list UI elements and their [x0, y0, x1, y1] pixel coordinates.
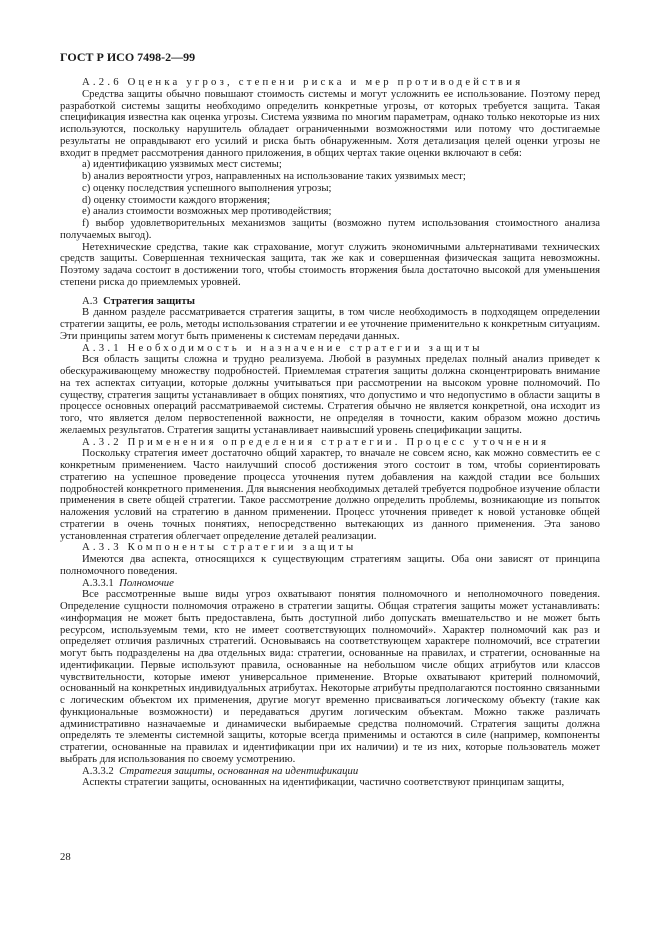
paragraph: Вся область защиты сложна и трудно реализуема. Любой в разумных пределах полный анализ приведет к обескураживающему множеству подробностей. Приемлемая стратегия защиты должна сконцентрировать внимание на тех аспектах ситуации, которые должны учитываться при рассмотрении на высоком уровне полномочий. По существу, стратегия защиты устанавливает в общих понятиях, что допустимо и что недопустимо в области защиты в процессе основных операций рассматриваемой системы. Стратегия обычно не является конкретной, она исходит из того, что является делом первостепенной важности, не определяя в точности, каким образом можно достичь желаемых результатов. Стратегия защиты устанавливает наивысший уровень спецификации защиты.: [60, 353, 600, 436]
section-title: Компоненты стратегии защиты: [127, 541, 357, 554]
section-title: Стратегия защиты, основанная на идентификации: [119, 764, 359, 777]
section-title: Применения определения стратегии. Процесс уточнения: [127, 435, 550, 448]
page-number: 28: [60, 851, 71, 863]
paragraph: Поскольку стратегия имеет достаточно общий характер, то вначале не совсем ясно, как можно совместить ее с конкретным применением. Часто наилучший способ достижения этого состоит в том, чтобы сориентировать стратегию на успешное проведение процесса уточнения путем добавления на каждой стадии все больших подробностей конкретного применения. Для выяснения необходимых деталей требуется подробное изучение области применения в свете общей стратегии. Такое рассмотрение должно определить проблемы, возникающие из попыток наложения условий на стратегию в данном применении. Процесс уточнения приведет к новой установке общей стратегии в очень точных понятиях, непосредственно вытекающих из данного применения. Эта заново установленная стратегия облегчает определение деталей реализации.: [60, 447, 600, 542]
document-body: [60, 77, 600, 789]
list-item: c) оценку последствия успешного выполнения угрозы;: [82, 181, 332, 194]
paragraph: Средства защиты обычно повышают стоимость системы и могут усложнить ее использование. Поэтому перед разработкой системы защиты необходимо определить конкретные угрозы, от которых требуется защита. Такая спецификация известна как оценка угрозы. Система уязвима по многим параметрам, однако только некоторые из них используются, поскольку нарушитель обладает ограниченными возможностями или потому что достигаемые результаты не оправдывают его усилий и риска быть обнаруженным. Хотя детализация целей оценки угрозы не входит в предмет рассмотрения данного приложения, в общих чертах такие оценки включают в себя:: [60, 87, 600, 159]
section-title: Оценка угроз, степени риска и мер противодействия: [127, 76, 524, 88]
section-number: А.3.1: [82, 341, 122, 354]
list-item: e) анализ стоимости возможных мер противодействия;: [82, 205, 332, 218]
list-item: b) анализ вероятности угроз, направленных на использование таких уязвимых мест;: [82, 170, 466, 182]
paragraph: Нетехнические средства, такие как страхование, могут служить экономичными альтернативами технических средств защиты. Совершенная техническая защита, так же как и совершенная физическая защита невозможны. Поэтому задача состоит в достижении того, чтобы стоимость вторжения была достаточно высокой для уменьшения степени риска до приемлемых уровней.: [60, 240, 600, 288]
section-number: А.3: [82, 294, 98, 307]
section-number: А.3.3.1: [82, 576, 114, 589]
paragraph: В данном разделе рассматривается стратегия защиты, в том числе необходимость в подходящем определении стратегии защиты, ее роль, методы использования стратегии и ее уточнение применительно к конкретным ситуациям. Эти принципы затем могут быть применены к системам передачи данных.: [60, 306, 600, 342]
paragraph: Имеются два аспекта, относящихся к существующим стратегиям защиты. Оба они зависят от принципа полномочного поведения.: [60, 553, 600, 577]
list-item: d) оценку стоимости каждого вторжения;: [82, 193, 271, 206]
document-header: ГОСТ Р ИСО 7498-2—99: [60, 50, 196, 64]
heading-a-2-6: [60, 77, 600, 89]
section-title: Необходимость и назначение стратегии защиты: [127, 341, 483, 354]
section-number: А.2.6: [82, 76, 122, 88]
paragraph: Аспекты стратегии защиты, основанных на идентификации, частично соответствуют принципам защиты,: [82, 776, 565, 789]
list-item: f) выбор удовлетворительных механизмов защиты (возможно путем использования стоимостного анализа получаемых выгод).: [60, 217, 600, 241]
section-number: А.3.3: [82, 541, 122, 554]
section-title: Полномочие: [119, 576, 174, 589]
section-number: А.3.3.2: [82, 764, 114, 777]
section-number: А.3.2: [82, 435, 122, 448]
list-item: a) идентификацию уязвимых мест системы;: [82, 158, 282, 171]
section-title: Стратегия защиты: [103, 294, 195, 307]
paragraph: Все рассмотренные выше виды угроз охватывают понятия полномочного и неполномочного поведения. Определение сущности полномочия отражено в стратегии защиты. Общая стратегия защиты может устанавливать: «информация не может быть предоставлена, быть доступной либо допускать вмешательство и не может быть ресурсом, используемым теми, кто не имеет соответствующих полномочий». Характер полномочий как раз и определяет отличия различных стратегий. Основываясь на соответствующем характере полномочий, все стратегии могут быть подразделены на два отдельных вида: стратегии, основанные на правилах, и стратегии, основанные на идентификации. Первые используют правила, основанные на небольшом числе общих атрибутов или классов чувствительности, которые имеют универсальное применение. Вторые охватывают критерий полномочий, основанный на конкретных индивидуальных атрибутах. Некоторые атрибуты предполагаются постоянно связанными с логическим объектом их применения, другие могут временно присваиваться логическому объекту (такие как функциональные возможности) и передаваться другим логическим объектам. Можно также различать административно назначаемые и динамически выбираемые средства полномочий. Стратегия защиты должна определять те элементы системной защиты, которые всегда применимы и остаются в силе (например, компоненты стратегии, основанные на правилах и идентификации при их наличии) и те из них, которые пользователь может выбрать для использования по своему усмотрению.: [60, 588, 600, 765]
